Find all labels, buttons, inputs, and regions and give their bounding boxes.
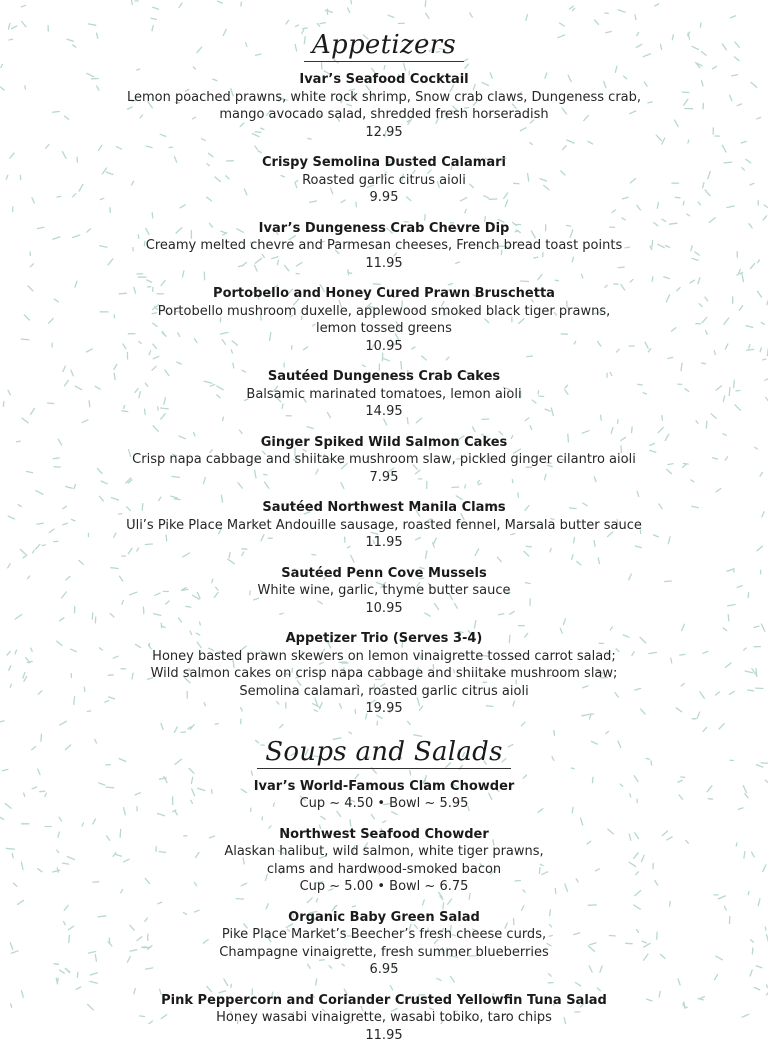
item-description: Roasted garlic citrus aioli <box>0 172 768 190</box>
menu-item <box>0 368 768 421</box>
menu-item <box>0 499 768 552</box>
item-description: Lemon poached prawns, white rock shrimp, Snow crab claws, Dungeness crab, <box>0 89 768 107</box>
menu-item <box>0 909 768 979</box>
soups-salads-section <box>0 731 768 1044</box>
item-name: Ivar’s World-Famous Clam Chowder <box>0 778 768 796</box>
item-description: Honey basted prawn skewers on lemon vinaigrette tossed carrot salad; <box>0 648 768 666</box>
item-price: 14.95 <box>0 403 768 421</box>
item-name: Organic Baby Green Salad <box>0 909 768 927</box>
item-description: Wild salmon cakes on crisp napa cabbage and shiitake mushroom slaw; <box>0 665 768 683</box>
menu-item <box>0 992 768 1044</box>
menu-item <box>0 778 768 813</box>
menu-item <box>0 434 768 487</box>
item-price: 7.95 <box>0 469 768 487</box>
item-description: Honey wasabi vinaigrette, wasabi tobiko, taro chips <box>0 1009 768 1027</box>
item-price: 12.95 <box>0 124 768 142</box>
menu-item <box>0 630 768 718</box>
item-description: clams and hardwood-smoked bacon <box>0 861 768 879</box>
item-name: Sautéed Northwest Manila Clams <box>0 499 768 517</box>
item-price: 19.95 <box>0 700 768 718</box>
appetizers-heading: Appetizers <box>304 30 464 62</box>
soups-salads-heading: Soups and Salads <box>257 737 511 769</box>
item-price: Cup ~ 5.00 • Bowl ~ 6.75 <box>0 878 768 896</box>
menu-item <box>0 285 768 355</box>
item-name: Crispy Semolina Dusted Calamari <box>0 154 768 172</box>
menu-item <box>0 154 768 207</box>
item-price: 11.95 <box>0 1027 768 1044</box>
item-description: Semolina calamari, roasted garlic citrus aioli <box>0 683 768 701</box>
item-price: 11.95 <box>0 534 768 552</box>
item-price: 10.95 <box>0 338 768 356</box>
item-description: Uli’s Pike Place Market Andouille sausage, roasted fennel, Marsala butter sauce <box>0 517 768 535</box>
menu-item <box>0 220 768 273</box>
item-description: Balsamic marinated tomatoes, lemon aioli <box>0 386 768 404</box>
item-description: Pike Place Market’s Beecher’s fresh cheese curds, <box>0 926 768 944</box>
item-description: lemon tossed greens <box>0 320 768 338</box>
item-description: Creamy melted chevre and Parmesan cheeses, French bread toast points <box>0 237 768 255</box>
item-name: Sautéed Penn Cove Mussels <box>0 565 768 583</box>
item-description: mango avocado salad, shredded fresh horseradish <box>0 106 768 124</box>
item-name: Pink Peppercorn and Coriander Crusted Yellowfin Tuna Salad <box>0 992 768 1010</box>
item-name: Sautéed Dungeness Crab Cakes <box>0 368 768 386</box>
item-name: Northwest Seafood Chowder <box>0 826 768 844</box>
item-price: 11.95 <box>0 255 768 273</box>
appetizers-section <box>0 30 768 718</box>
menu-item <box>0 565 768 618</box>
item-name: Ivar’s Dungeness Crab Chevre Dip <box>0 220 768 238</box>
item-description: Champagne vinaigrette, fresh summer blueberries <box>0 944 768 962</box>
item-price: 9.95 <box>0 189 768 207</box>
item-description: Crisp napa cabbage and shiitake mushroom slaw, pickled ginger cilantro aioli <box>0 451 768 469</box>
menu-item <box>0 826 768 896</box>
item-price: 6.95 <box>0 961 768 979</box>
item-name: Appetizer Trio (Serves 3-4) <box>0 630 768 648</box>
item-name: Ivar’s Seafood Cocktail <box>0 71 768 89</box>
menu-item <box>0 71 768 141</box>
item-price: Cup ~ 4.50 • Bowl ~ 5.95 <box>0 795 768 813</box>
item-price: 10.95 <box>0 600 768 618</box>
item-description: Portobello mushroom duxelle, applewood smoked black tiger prawns, <box>0 303 768 321</box>
item-description: Alaskan halibut, wild salmon, white tiger prawns, <box>0 843 768 861</box>
item-description: White wine, garlic, thyme butter sauce <box>0 582 768 600</box>
item-name: Ginger Spiked Wild Salmon Cakes <box>0 434 768 452</box>
item-name: Portobello and Honey Cured Prawn Bruschetta <box>0 285 768 303</box>
